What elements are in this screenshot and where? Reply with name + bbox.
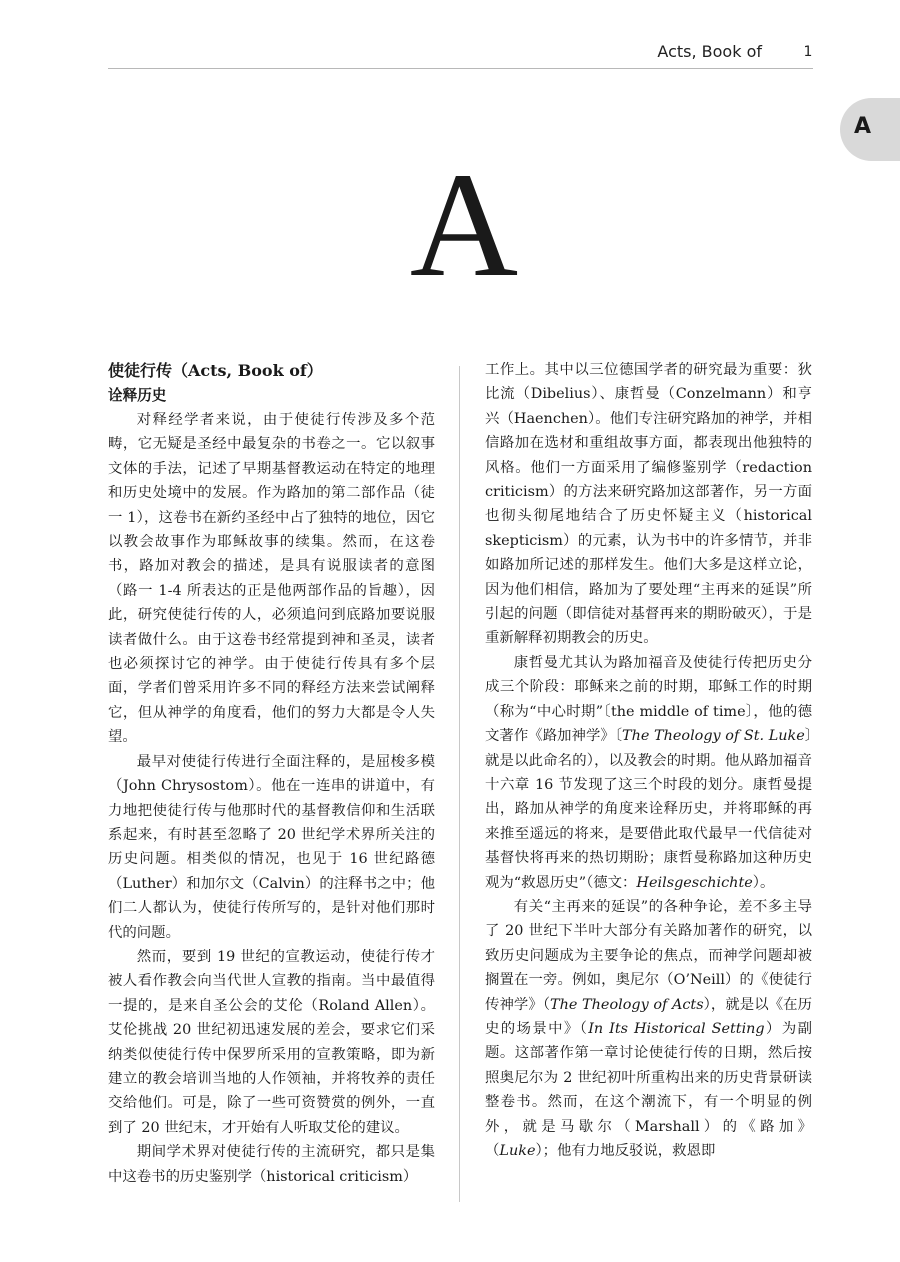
page-number: 1 — [803, 44, 813, 60]
column-divider — [459, 366, 460, 1202]
section-heading: 诠释历史 — [108, 387, 167, 404]
tab-letter: A — [854, 114, 872, 139]
left-column — [108, 358, 435, 1189]
book-subtitle: In Its Historical Setting — [588, 1020, 765, 1037]
paragraph: 期间学术界对使徒行传的主流研究，都只是集中这卷书的历史鉴别学（historical criticism） — [108, 1144, 435, 1185]
text-run: ），就是以《在历史的场景中》（ — [485, 996, 812, 1037]
paragraph: 工作上。其中以三位德国学者的研究最为重要：狄比流（Dibelius）、康哲曼（Conzelmann）和亨兴（Haenchen）。他们专注研究路加的神学，并相信路加在选材和重组故事方面，都表现出他独特的风格。他们一方面采用了编修鉴别学（redaction criticism）的方法来研究路加这部著作，另一方面也彻头彻尾地结合了历史怀疑主义（historical skepticism）的元素，认为书中的许多情节，并非如路加所记述的那样发生。他们大多是这样立论，因为他们相信，路加为了要处理“主再来的延误”所引起的问题（即信徒对基督再来的期盼破灭），于是重新解释初期教会的历史。 — [485, 362, 812, 647]
section-letter: A — [409, 142, 519, 308]
text-run: ）。 — [752, 874, 775, 891]
book-title: The Theology of St. Luke — [622, 728, 805, 745]
foreign-term: Heilsgeschichte — [636, 874, 753, 891]
header-divider — [108, 68, 813, 69]
paragraph — [485, 651, 812, 895]
alphabet-thumb-tab — [840, 98, 900, 161]
text-run: 〕就是以此命名的），以及教会的时期。他从路加福音十六章 16 节发现了这三个时段的划分。康哲曼提出，路加从神学的角度来诠释历史，并将耶稣的再来推至遥远的将来，是要借此取代最早一代信徒对基督快将再来的热切期盼；康哲曼称路加这种历史观为“救恩历史”（德文： — [485, 728, 812, 891]
paragraph: 最早对使徒行传进行全面注释的，是屈梭多模（John Chrysostom）。他在一连串的讲道中，有力地把使徒行传与他那时代的基督教信仰和生活联系起来，有时甚至忽略了 20 世纪学术界所关注的历史问题。相类似的情况，也见于 16 世纪路德（Luther）和加尔文（Calvin）的注释书之中；他们二人都认为，使徒行传所写的，是针对他们那时代的问题。 — [108, 753, 435, 941]
entry-title: 使徒行传（Acts, Book of） — [108, 361, 323, 380]
book-title: Luke — [499, 1143, 536, 1159]
text-run: 有关“主再来的延误”的各种争论，差不多主导了 20 世纪下半叶大部分有关路加著作的研究，以致历史问题成为主要争论的焦点，而神学问题却被搁置在一旁。例如，奥尼尔（O’Neill）的《使徒行传神学》（ — [485, 898, 812, 1013]
paragraph: 然而，要到 19 世纪的宣教运动，使徒行传才被人看作教会向当代世人宣教的指南。当中最值得一提的，是来自圣公会的艾伦（Roland Allen）。艾伦挑战 20 世纪初迅速发展的差会，要求它们采纳类似使徒行传中保罗所采用的宣教策略，即为新建立的教会培训当地的人作领袖，并将牧养的责任交给他们。可是，除了一些可资赞赏的例外，一直到了 20 世纪末，才开始有人听取艾伦的建议。 — [108, 948, 435, 1136]
text-run: ）；他有力地反驳说，救恩即 — [535, 1143, 716, 1159]
text-run: ）为副题。这部著作第一章讨论使徒行传的日期，然后按照奥尼尔为 2 世纪初叶所重构出来的历史背景研读整卷书。然而，在这个潮流下，有一个明显的例外，就是马歇尔（Marshall）的《路加》（ — [485, 1020, 812, 1159]
right-column — [485, 358, 812, 1163]
text-run: 康哲曼尤其认为路加福音及使徒行传把历史分成三个阶段：耶稣来之前的时期，耶稣工作的时期（称为“中心时期”〔the middle of time〕，他的德文著作《路加神学》〔 — [485, 654, 812, 745]
book-title: The Theology of Acts — [550, 996, 704, 1013]
paragraph: 对释经学者来说，由于使徒行传涉及多个范畴，它无疑是圣经中最复杂的书卷之一。它以叙事文体的手法，记述了早期基督教运动在特定的地理和历史处境中的发展。作为路加的第二部作品（徒一 1），这卷书在新约圣经中占了独特的地位，因它以教会故事作为耶稣故事的续集。然而，在这卷书，路加对教会的描述，是具有说服读者的意图（路一 1-4 所表达的正是他两部作品的旨趣），因此，研究使徒行传的人，必须追问到底路加要说服读者做什么。由于这卷书经常提到神和圣灵，读者也必须探讨它的神学。由于使徒行传具有多个层面，学者们曾采用许多不同的释经方法来尝试阐释它，但从神学的角度看，他们的努力大都是令人失望。 — [108, 412, 435, 746]
running-title: Acts, Book of — [657, 42, 762, 61]
paragraph — [485, 895, 812, 1163]
